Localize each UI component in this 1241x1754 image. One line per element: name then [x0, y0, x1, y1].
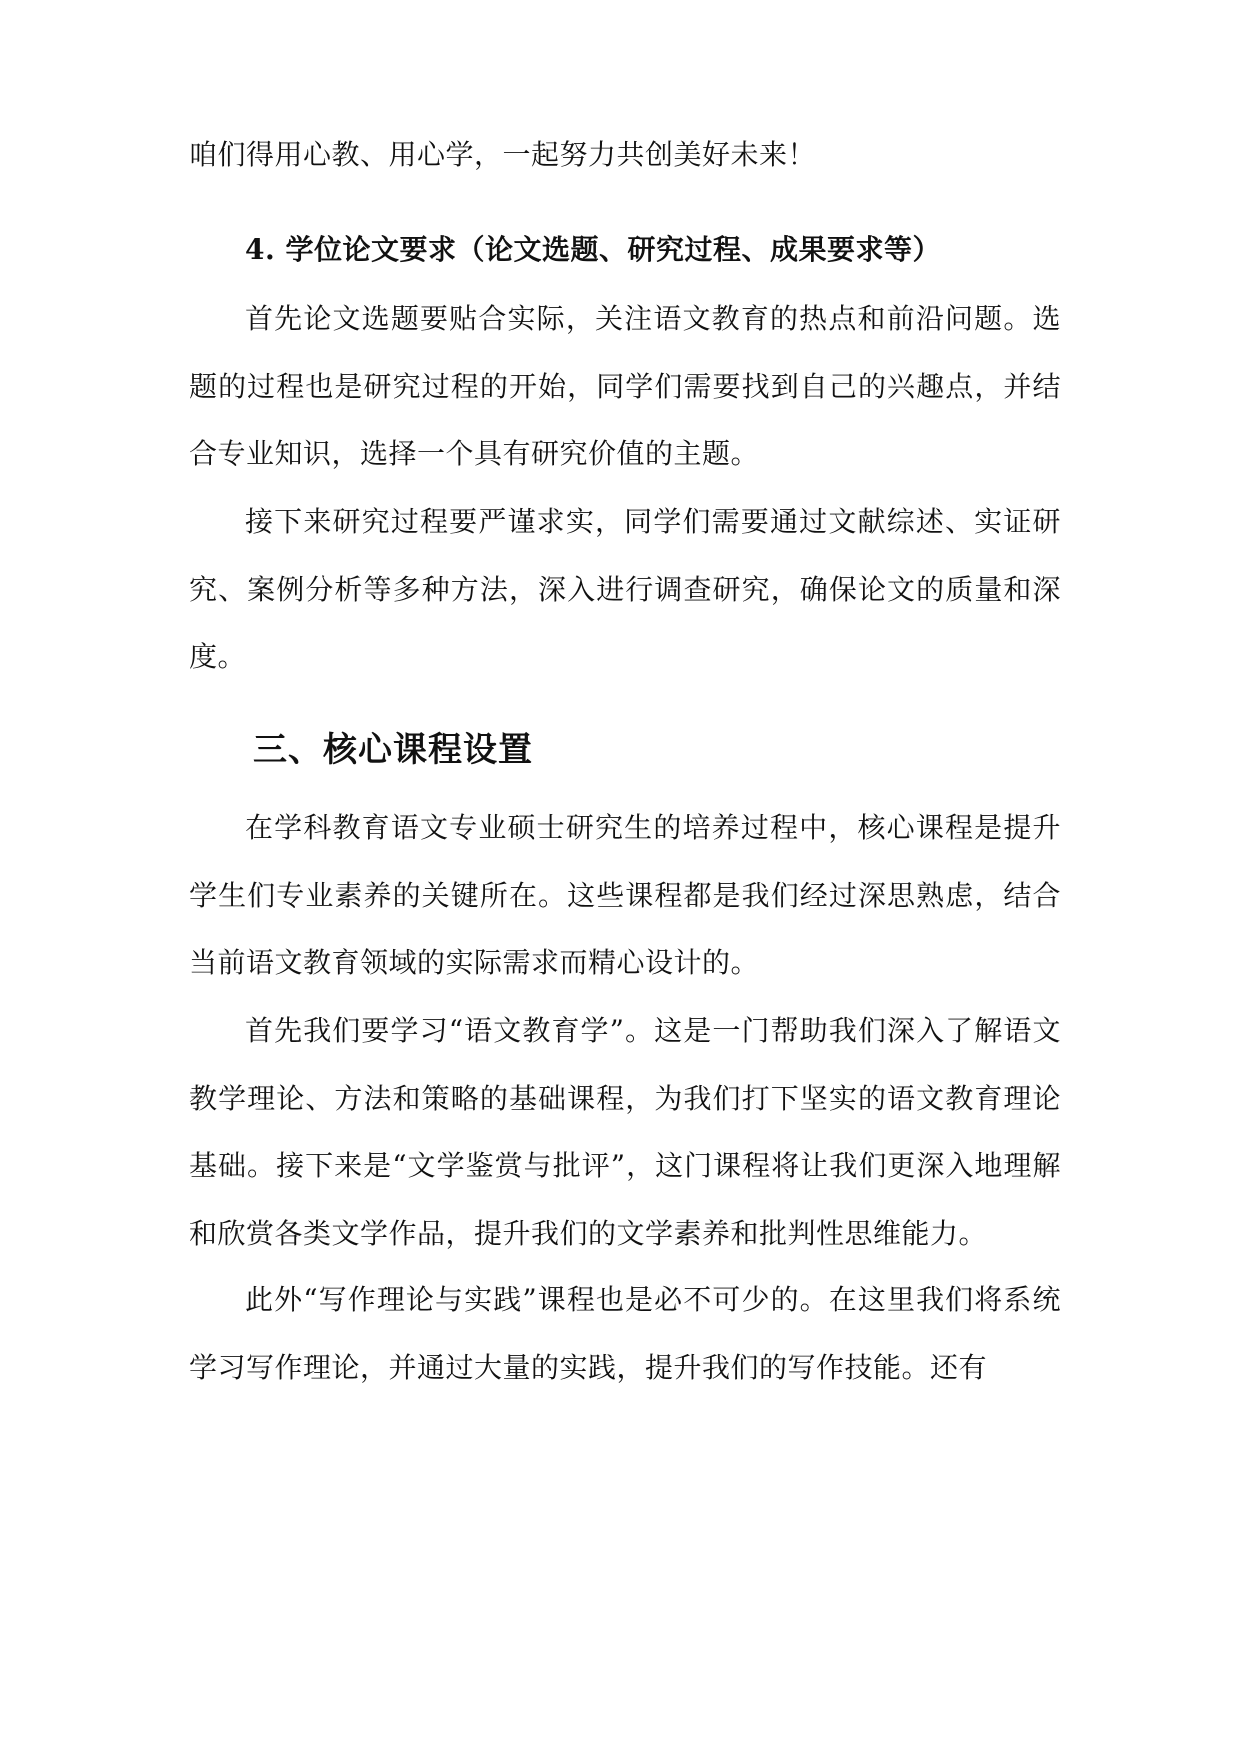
writing-course-paragraph: 此外“写作理论与实践”课程也是必不可少的。在这里我们将系统学习写作理论，并通过大量的实践，提升我们的写作技能。还有 [189, 1283, 1061, 1384]
research-process-paragraph: 接下来研究过程要严谨求实，同学们需要通过文献综述、实证研究、案例分析等多种方法，深入进行调查研究，确保论文的质量和深度。 [189, 505, 1061, 673]
subsection-heading: 4. 学位论文要求（论文选题、研究过程、成果要求等） [245, 233, 941, 266]
thesis-topic-paragraph: 首先论文选题要贴合实际，关注语文教育的热点和前沿问题。选题的过程也是研究过程的开始，同学们需要找到自己的兴趣点，并结合专业知识，选择一个具有研究价值的主题。 [189, 302, 1061, 470]
chinese-education-course-paragraph: 首先我们要学习“语文教育学”。这是一门帮助我们深入了解语文教学理论、方法和策略的基础课程，为我们打下坚实的语文教育理论基础。接下来是“文学鉴赏与批评”，这门课程将让我们更深入地理解和欣赏各类文学作品，提升我们的文学素养和批判性思维能力。 [189, 1014, 1061, 1250]
core-courses-intro-paragraph: 在学科教育语文专业硕士研究生的培养过程中，核心课程是提升学生们专业素养的关键所在。这些课程都是我们经过深思熟虑，结合当前语文教育领域的实际需求而精心设计的。 [189, 811, 1061, 979]
intro-tail-paragraph: 咱们得用心教、用心学，一起努力共创美好未来！ [189, 138, 817, 171]
section-heading: 三、核心课程设置 [253, 730, 533, 770]
